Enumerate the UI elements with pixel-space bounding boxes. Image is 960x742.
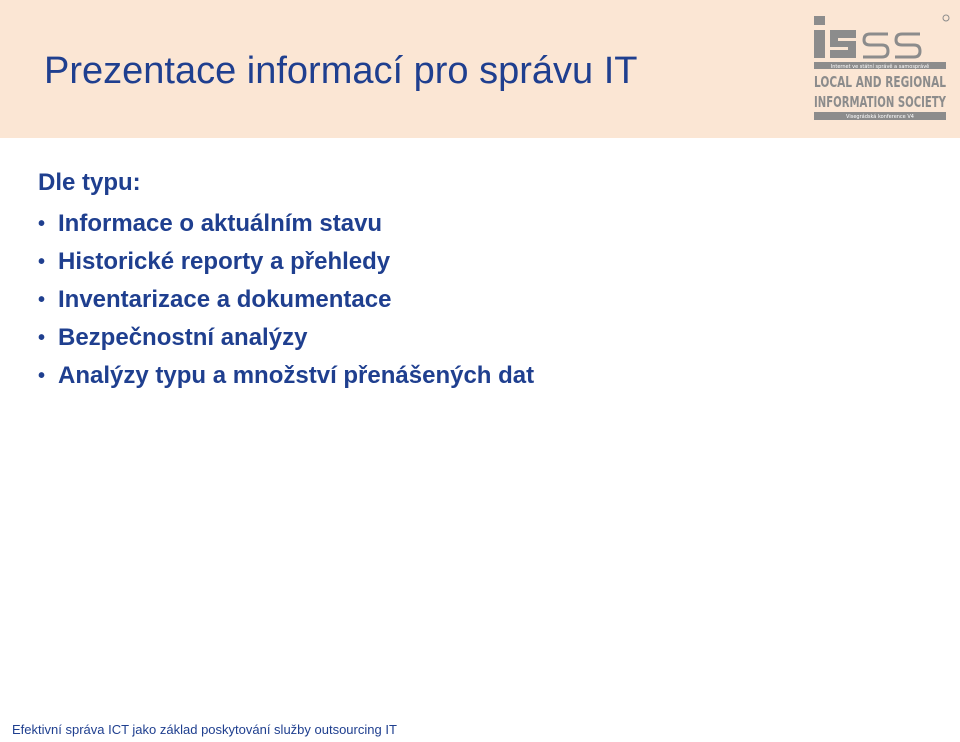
bullet-icon: • <box>38 327 46 349</box>
list-item-text: Bezpečnostní analýzy <box>58 324 308 351</box>
slide-header <box>0 0 960 138</box>
logo-line1: Internet ve státní správě a samosprávě <box>830 64 930 70</box>
list-item-text: Informace o aktuálním stavu <box>58 210 383 237</box>
bullet-icon: • <box>38 251 46 273</box>
list-item <box>38 205 534 243</box>
logo-line4: Visegrádská konference V4 <box>846 114 914 120</box>
slide-title: Prezentace informací pro správu IT <box>44 50 638 92</box>
list-item <box>38 281 534 319</box>
bullet-icon: • <box>38 365 46 387</box>
list-item-text: Inventarizace a dokumentace <box>58 286 392 313</box>
bullet-icon: • <box>38 213 46 235</box>
slide-subtitle: Dle typu: <box>38 169 141 196</box>
list-item <box>38 319 534 357</box>
list-item-text: Analýzy typu a množství přenášených dat <box>58 362 535 389</box>
list-item <box>38 357 534 395</box>
list-item <box>38 243 534 281</box>
bullet-icon: • <box>38 289 46 311</box>
list-item-text: Historické reporty a přehledy <box>58 248 391 275</box>
bullet-list <box>38 205 534 395</box>
logo-line3: INFORMATION SOCIETY <box>814 93 947 111</box>
slide-footer: Efektivní správa ICT jako základ poskytování služby outsourcing IT <box>12 722 397 737</box>
isss-logo <box>810 12 952 124</box>
logo-line2: LOCAL AND REGIONAL <box>814 73 947 91</box>
slide-content <box>38 168 534 395</box>
